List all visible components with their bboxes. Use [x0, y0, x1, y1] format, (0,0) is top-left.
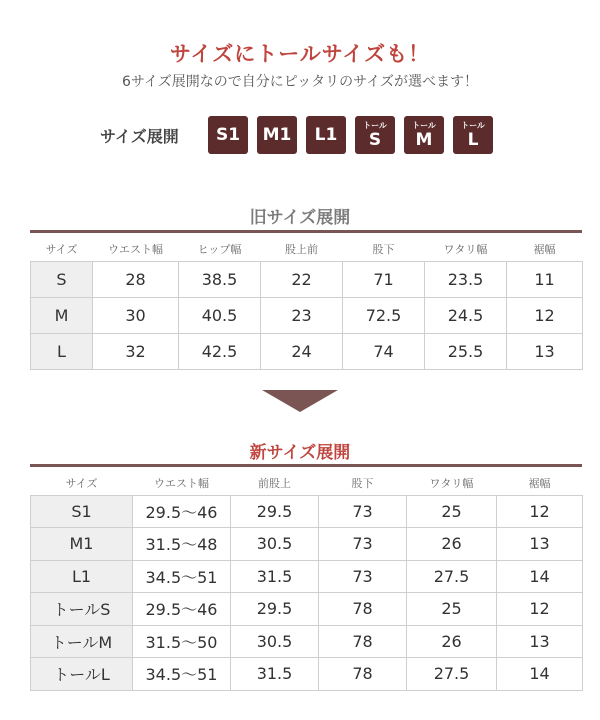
column-header: サイズ [45, 242, 78, 256]
size-badge-prefix: トール [412, 120, 436, 130]
table-cell: 25.5 [425, 333, 507, 369]
page-title: サイズにトールサイズも！ [169, 42, 431, 66]
size-badge-tall-l [453, 116, 493, 154]
table-cell: 25 [407, 593, 497, 626]
column-header: 裾幅 [533, 242, 556, 256]
table-cell: 29.5 [231, 495, 319, 528]
size-badge-text: L1 [314, 124, 338, 145]
table-cell: 74 [343, 333, 425, 369]
table-cell: 38.5 [179, 261, 261, 297]
table-cell: 30.5 [231, 528, 319, 561]
table-header-row [31, 471, 583, 495]
row-size-cell: S1 [31, 495, 133, 528]
down-arrow-icon [262, 390, 338, 412]
table-header-row [31, 237, 583, 261]
table-cell: 13 [497, 528, 583, 561]
column-header: ワタリ幅 [443, 242, 488, 256]
table-cell: 13 [497, 625, 583, 658]
table-cell: 27.5 [407, 560, 497, 593]
column-header: ウエスト幅 [108, 242, 163, 256]
size-lineup [100, 115, 502, 155]
table-cell: 30.5 [231, 625, 319, 658]
size-badge-prefix: トール [363, 120, 387, 130]
table-row [31, 495, 583, 528]
table-cell: 73 [319, 528, 407, 561]
size-badge-s1 [208, 116, 248, 154]
size-badge-tall-m [404, 116, 444, 154]
table-cell: 40.5 [179, 297, 261, 333]
row-size-cell: L1 [31, 560, 133, 593]
table-cell: 11 [507, 261, 583, 297]
table-cell: 31.5〜48 [133, 528, 231, 561]
old-size-table [30, 237, 583, 370]
section-divider [30, 464, 582, 467]
table-cell: 26 [407, 625, 497, 658]
row-size-cell: M1 [31, 528, 133, 561]
size-badge-text: S [368, 129, 382, 150]
column-header: ヒップ幅 [197, 242, 242, 256]
column-header: ワタリ幅 [429, 476, 474, 490]
row-size-cell: L [31, 333, 93, 369]
table-cell: 12 [497, 495, 583, 528]
table-cell: 73 [319, 560, 407, 593]
table-cell: 34.5〜51 [133, 658, 231, 691]
table-cell: 71 [343, 261, 425, 297]
table-cell: 73 [319, 495, 407, 528]
table-cell: 14 [497, 658, 583, 691]
size-badge-l1 [306, 116, 346, 154]
table-cell: 30 [93, 297, 179, 333]
column-header: 股下 [351, 476, 374, 490]
row-size-cell: S [31, 261, 93, 297]
old-size-title: 旧サイズ展開 [249, 208, 351, 228]
table-cell: 34.5〜51 [133, 560, 231, 593]
table-cell: 78 [319, 625, 407, 658]
table-cell: 78 [319, 658, 407, 691]
table-cell: 14 [497, 560, 583, 593]
size-badge-text: M [415, 129, 433, 150]
table-cell: 12 [507, 297, 583, 333]
section-divider [30, 230, 582, 233]
size-badge-text: M1 [262, 124, 292, 145]
table-cell: 26 [407, 528, 497, 561]
table-cell: 27.5 [407, 658, 497, 691]
table-cell: 24.5 [425, 297, 507, 333]
size-badge-prefix: トール [461, 120, 485, 130]
table-row [31, 333, 583, 369]
new-size-table [30, 471, 583, 691]
table-row [31, 593, 583, 626]
column-header: 股上前 [285, 242, 318, 256]
row-size-cell: トールS [31, 593, 133, 626]
table-row [31, 528, 583, 561]
table-cell: 23.5 [425, 261, 507, 297]
size-badge-tall-s [355, 116, 395, 154]
table-row [31, 261, 583, 297]
table-cell: 29.5 [231, 593, 319, 626]
table-row [31, 625, 583, 658]
table-row [31, 560, 583, 593]
table-cell: 31.5 [231, 560, 319, 593]
new-size-title: 新サイズ展開 [249, 443, 351, 463]
column-header: 股下 [372, 242, 395, 256]
column-header: サイズ [65, 476, 98, 490]
table-cell: 42.5 [179, 333, 261, 369]
size-badge-m1 [257, 116, 297, 154]
table-cell: 28 [93, 261, 179, 297]
size-badge-text: S1 [215, 124, 241, 145]
page-subtitle: 6サイズ展開なので自分にピッタリのサイズが選べます！ [121, 74, 479, 90]
table-cell: 31.5〜50 [133, 625, 231, 658]
table-cell: 22 [261, 261, 343, 297]
table-row [31, 297, 583, 333]
table-cell: 78 [319, 593, 407, 626]
column-header: 前股上 [258, 476, 291, 490]
table-cell: 29.5〜46 [133, 593, 231, 626]
row-size-cell: M [31, 297, 93, 333]
table-cell: 31.5 [231, 658, 319, 691]
column-header: ウエスト幅 [154, 476, 209, 490]
table-cell: 24 [261, 333, 343, 369]
table-cell: 23 [261, 297, 343, 333]
table-cell: 29.5〜46 [133, 495, 231, 528]
row-size-cell: トールL [31, 658, 133, 691]
size-badge-text: L [467, 129, 479, 150]
column-header: 裾幅 [528, 476, 551, 490]
row-size-cell: トールM [31, 625, 133, 658]
table-cell: 12 [497, 593, 583, 626]
table-cell: 13 [507, 333, 583, 369]
table-cell: 25 [407, 495, 497, 528]
table-row [31, 658, 583, 691]
table-cell: 32 [93, 333, 179, 369]
table-cell: 72.5 [343, 297, 425, 333]
size-lineup-label: サイズ展開 [100, 126, 179, 146]
